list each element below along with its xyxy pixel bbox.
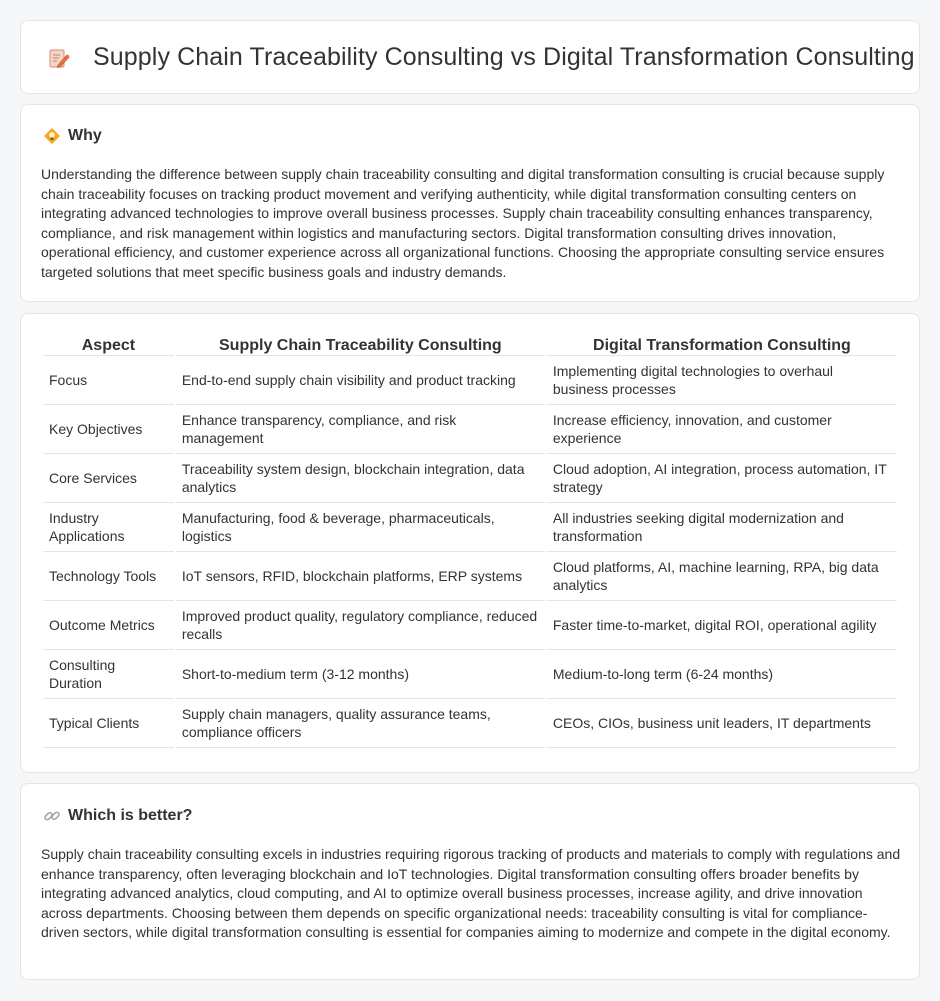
better-heading [43,807,192,825]
table-row [43,650,897,699]
table-row [43,699,897,748]
comparison-table [41,334,899,748]
aspect-cell: Technology Tools [43,552,174,601]
traceability-cell: Manufacturing, food & beverage, pharmaceuticals, logistics [176,503,545,552]
table-row [43,552,897,601]
digital-cell: CEOs, CIOs, business unit leaders, IT departments [547,699,897,748]
aspect-cell: Core Services [43,454,174,503]
better-title: Which is better? [68,807,193,824]
aspect-cell: Key Objectives [43,405,174,454]
why-title: Why [68,127,102,144]
column-header: Supply Chain Traceability Consulting [176,334,545,356]
link-icon [43,807,61,825]
digital-cell: Cloud platforms, AI, machine learning, RPA, big data analytics [547,552,897,601]
lightbulb-icon [43,127,61,145]
aspect-cell: Consulting Duration [43,650,174,699]
digital-cell: Faster time-to-market, digital ROI, operational agility [547,601,897,650]
digital-cell: Medium-to-long term (6-24 months) [547,650,897,699]
traceability-cell: End-to-end supply chain visibility and product tracking [176,356,545,405]
traceability-cell: IoT sensors, RFID, blockchain platforms, ERP systems [176,552,545,601]
traceability-cell: Improved product quality, regulatory compliance, reduced recalls [176,601,545,650]
aspect-cell: Focus [43,356,174,405]
aspect-cell: Outcome Metrics [43,601,174,650]
table-header-row [43,334,897,356]
page-title: Supply Chain Traceability Consulting vs Digital Transformation Consulting [93,43,915,71]
page-title-row [47,43,915,72]
which-is-better-section [20,783,920,980]
digital-cell: Cloud adoption, AI integration, process automation, IT strategy [547,454,897,503]
better-text: Supply chain traceability consulting excels in industries requiring rigorous tracking of products and materials to comply with regulations and enhance transparency, often leveraging blockchain and IoT technologies. Digital transformation consulting offers broader benefits by integrating advanced analytics, cloud computing, and AI to optimize overall business processes, increase agility, and drive innovation across departments. Choosing between them depends on specific organizational needs: traceability consulting is vital for compliance-driven sectors, while digital transformation consulting is essential for companies aiming to modernize and compete in the digital economy. [41,846,901,941]
why-heading [43,127,102,145]
table-row [43,405,897,454]
comparison-card [20,313,920,773]
digital-cell: All industries seeking digital modernization and transformation [547,503,897,552]
table-row [43,454,897,503]
traceability-cell: Supply chain managers, quality assurance teams, compliance officers [176,699,545,748]
table-row [43,356,897,405]
traceability-cell: Enhance transparency, compliance, and risk management [176,405,545,454]
traceability-cell: Traceability system design, blockchain integration, data analytics [176,454,545,503]
table-row [43,503,897,552]
table-row [43,601,897,650]
column-header: Aspect [43,334,174,356]
digital-cell: Increase efficiency, innovation, and customer experience [547,405,897,454]
aspect-cell: Industry Applications [43,503,174,552]
header-card [20,20,920,94]
why-section [20,104,920,302]
digital-cell: Implementing digital technologies to overhaul business processes [547,356,897,405]
why-text: Understanding the difference between supply chain traceability consulting and digital transformation consulting is crucial because supply chain traceability focuses on tracking product movement and verifying authenticity, while digital transformation consulting centers on integrating advanced technologies to improve overall business processes. Supply chain traceability consulting enhances transparency, compliance, and risk management within logistics and manufacturing sectors. Digital transformation consulting drives innovation, operational efficiency, and customer experience across all organizational functions. Choosing the appropriate consulting service ensures targeted solutions that meet specific business goals and industry demands. [41,166,885,280]
traceability-cell: Short-to-medium term (3-12 months) [176,650,545,699]
column-header: Digital Transformation Consulting [547,334,897,356]
document-edit-icon [47,46,71,70]
aspect-cell: Typical Clients [43,699,174,748]
